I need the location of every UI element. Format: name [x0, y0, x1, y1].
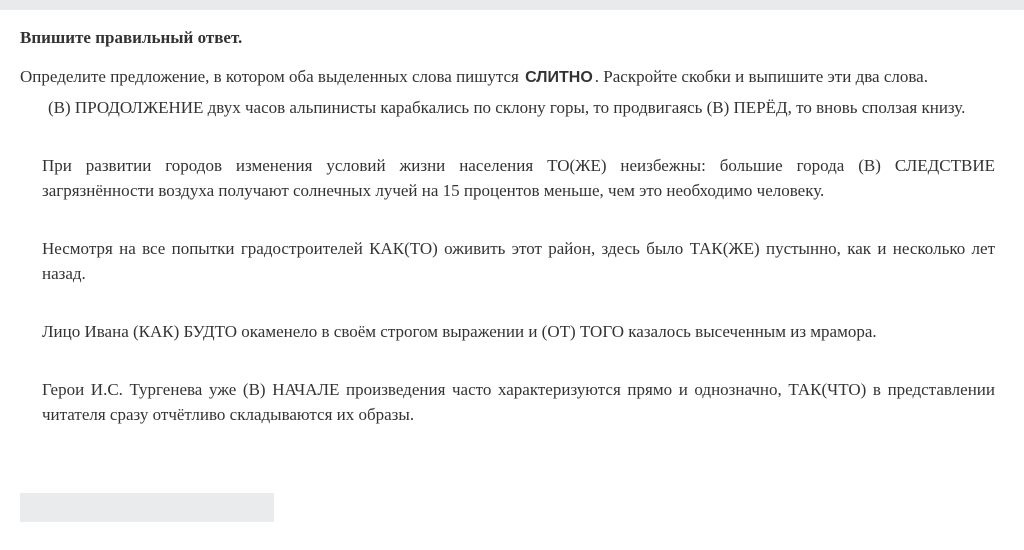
question-emphasis: СЛИТНО [525, 69, 593, 86]
question-text-after: . Раскройте скобки и выпишите эти два слова. [594, 67, 928, 86]
task-title: Впишите правильный ответ. [20, 28, 243, 47]
option-3: Несмотря на все попытки градостроителей КАК(ТО) оживить этот район, здесь было ТАК(ЖЕ) пустынно, как и несколько лет назад. [42, 239, 995, 283]
option-1: (В) ПРОДОЛЖЕНИЕ двух часов альпинисты карабкались по склону горы, то продвигаясь (В) ПЕРЁД, то вновь сползая книзу. [48, 98, 966, 117]
question-text-before: Определите предложение, в котором оба выделенных слова пишутся [20, 67, 519, 86]
answer-input[interactable] [20, 493, 274, 522]
option-5: Герои И.С. Тургенева уже (В) НАЧАЛЕ произведения часто характеризуются прямо и однозначно, ТАК(ЧТО) в представлении читателя сразу отчётливо складываются их образы. [42, 380, 995, 424]
options-list [42, 95, 995, 460]
option-2: При развитии городов изменения условий жизни населения ТО(ЖЕ) неизбежны: большие города (В) СЛЕДСТВИЕ загрязнённости воздуха получают солнечных лучей на 15 процентов меньше, чем это необходимо человеку. [42, 156, 995, 200]
top-bar [0, 0, 1024, 10]
question-text [20, 66, 1000, 89]
option-4: Лицо Ивана (КАК) БУДТО окаменело в своём строгом выражении и (ОТ) ТОГО казалось высеченным из мрамора. [42, 322, 877, 341]
